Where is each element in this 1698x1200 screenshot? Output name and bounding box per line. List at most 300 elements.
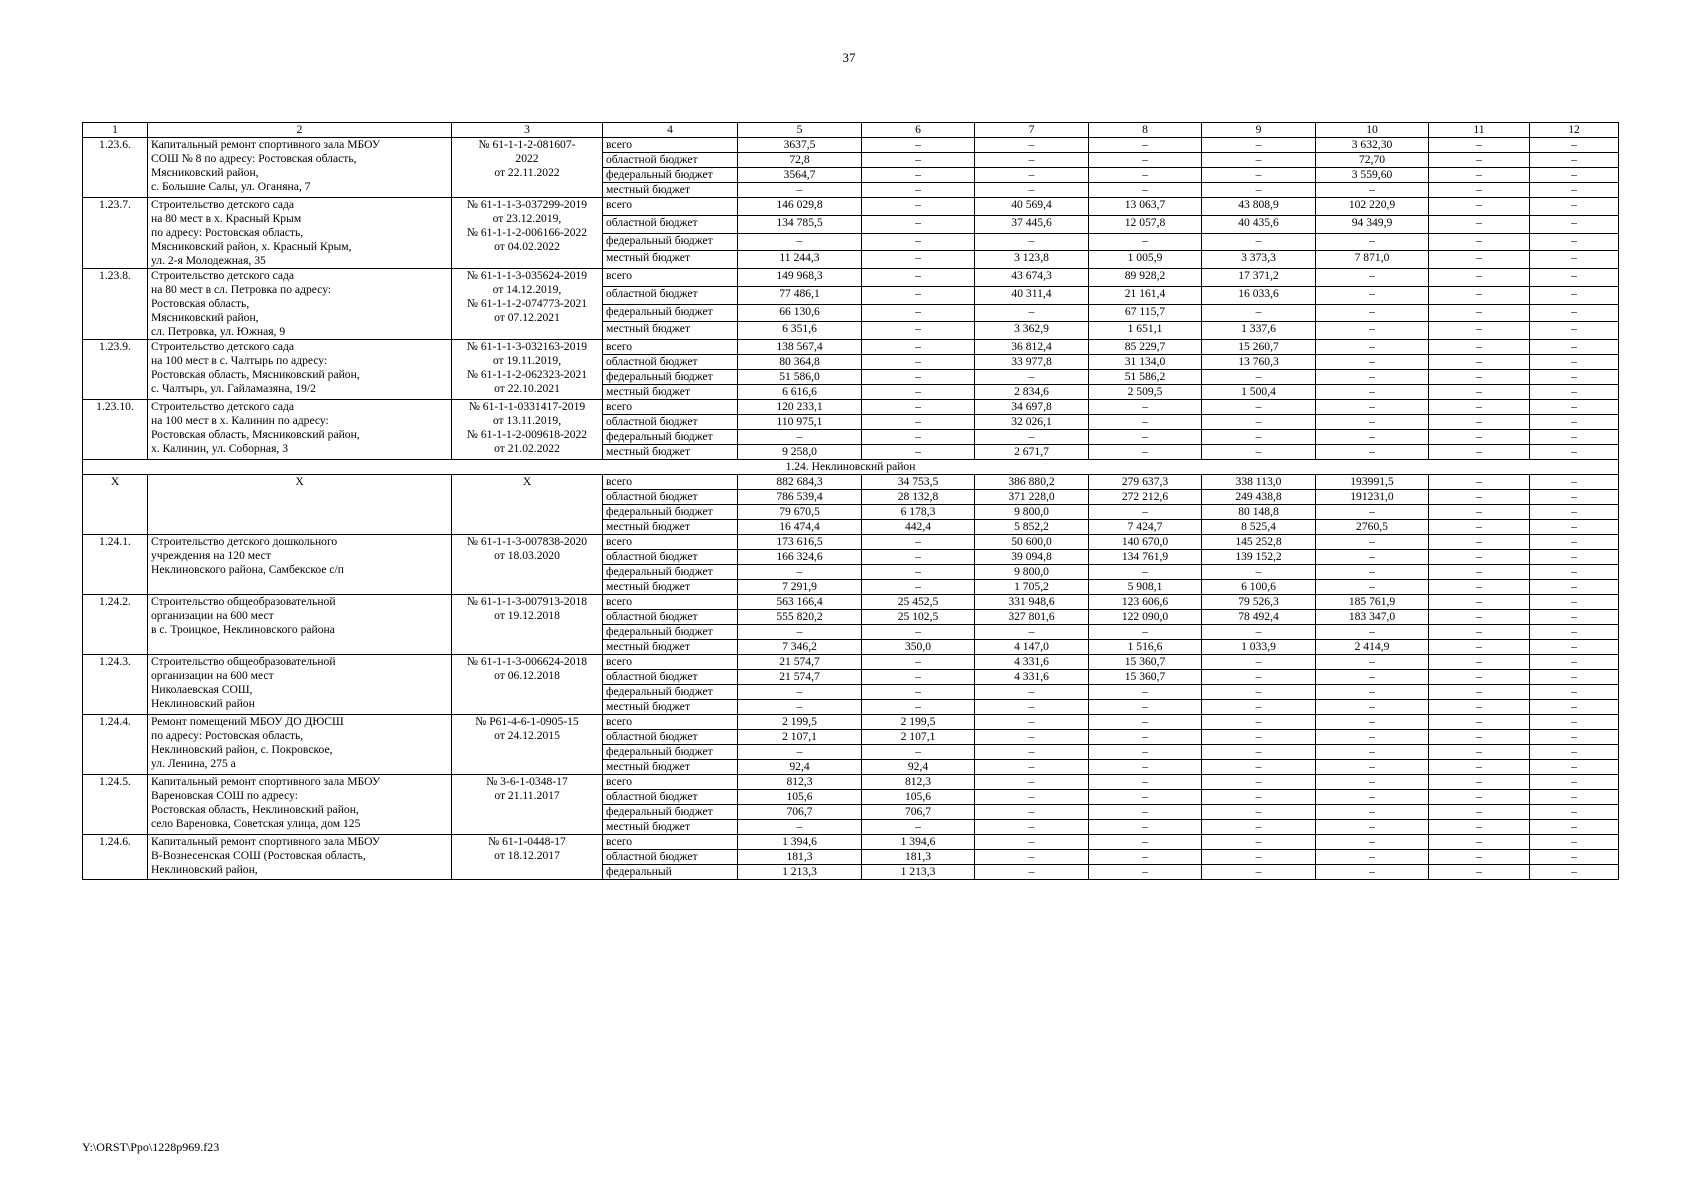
object-name-line: Неклиновский район, с. Покровское,: [151, 743, 333, 756]
amount-cell: –: [975, 183, 1089, 198]
amount-cell: –: [862, 322, 975, 340]
table-row: [83, 475, 1619, 490]
object-name-line: организации на 600 мест: [151, 669, 274, 682]
amount-cell: –: [1316, 550, 1429, 565]
amount-cell: –: [738, 685, 862, 700]
amount-cell: –: [1202, 168, 1316, 183]
amount-cell: –: [975, 715, 1089, 730]
document-number: [452, 775, 603, 835]
amount-cell: –: [975, 865, 1089, 880]
amount-cell: 193991,5: [1316, 475, 1429, 490]
budget-source: местный бюджет: [603, 760, 738, 775]
amount-cell: –: [1202, 805, 1316, 820]
amount-cell: –: [1089, 865, 1202, 880]
object-name-line: х. Калинин, ул. Соборная, 3: [151, 442, 288, 455]
amount-cell: –: [862, 183, 975, 198]
object-name-line: Капитальный ремонт спортивного зала МБОУ: [151, 138, 381, 151]
amount-cell: –: [1316, 355, 1429, 370]
amount-cell: 1 705,2: [975, 580, 1089, 595]
object-name-line: Мясниковский район,: [151, 311, 259, 324]
amount-cell: –: [1530, 790, 1619, 805]
document-line: X: [522, 475, 532, 488]
amount-cell: –: [1202, 865, 1316, 880]
amount-cell: –: [1202, 415, 1316, 430]
object-name-line: Строительство детского сада: [151, 400, 295, 413]
amount-cell: –: [975, 233, 1089, 251]
amount-cell: –: [862, 355, 975, 370]
amount-cell: –: [1429, 415, 1530, 430]
document-number: [452, 535, 603, 595]
amount-cell: 80 364,8: [738, 355, 862, 370]
budget-source: федеральный бюджет: [603, 745, 738, 760]
object-name-line: Ростовская область, Мясниковский район,: [151, 368, 360, 381]
object-name-line: X: [295, 475, 304, 488]
amount-cell: –: [1316, 835, 1429, 850]
amount-cell: –: [1316, 685, 1429, 700]
table-row: [83, 198, 1619, 216]
amount-cell: –: [1089, 430, 1202, 445]
object-name-line: СОШ № 8 по адресу: Ростовская область,: [151, 152, 357, 165]
amount-cell: 1 005,9: [1089, 251, 1202, 269]
amount-cell: 181,3: [738, 850, 862, 865]
amount-cell: 7 291,9: [738, 580, 862, 595]
amount-cell: –: [1429, 580, 1530, 595]
amount-cell: 173 616,5: [738, 535, 862, 550]
amount-cell: –: [1202, 715, 1316, 730]
budget-source: всего: [603, 715, 738, 730]
amount-cell: 79 670,5: [738, 505, 862, 520]
amount-cell: –: [1530, 535, 1619, 550]
amount-cell: 5 908,1: [1089, 580, 1202, 595]
amount-cell: –: [1429, 475, 1530, 490]
amount-cell: –: [1530, 385, 1619, 400]
column-number-cell: 6: [862, 123, 975, 138]
amount-cell: –: [1530, 580, 1619, 595]
amount-cell: –: [1089, 715, 1202, 730]
amount-cell: 39 094,8: [975, 550, 1089, 565]
amount-cell: 85 229,7: [1089, 340, 1202, 355]
document-number: [452, 475, 603, 535]
amount-cell: –: [1530, 322, 1619, 340]
amount-cell: 15 260,7: [1202, 340, 1316, 355]
budget-source: областной бюджет: [603, 415, 738, 430]
object-name-line: село Вареновка, Советская улица, дом 125: [151, 817, 361, 830]
amount-cell: –: [1429, 153, 1530, 168]
object-name: [148, 475, 452, 535]
object-name-line: на 100 мест в с. Чалтырь по адресу:: [151, 354, 328, 367]
amount-cell: –: [1316, 775, 1429, 790]
amount-cell: 1 213,3: [738, 865, 862, 880]
item-code: 1.23.7.: [83, 198, 148, 269]
amount-cell: –: [1429, 138, 1530, 153]
section-row: [83, 460, 1619, 475]
amount-cell: –: [1202, 183, 1316, 198]
amount-cell: –: [1202, 745, 1316, 760]
amount-cell: 28 132,8: [862, 490, 975, 505]
object-name-line: ул. Ленина, 275 а: [151, 757, 236, 770]
document-line: № 61-1-1-3-035624-2019: [466, 269, 588, 282]
amount-cell: –: [1202, 445, 1316, 460]
budget-source: всего: [603, 138, 738, 153]
object-name: [148, 138, 452, 198]
amount-cell: 78 492,4: [1202, 610, 1316, 625]
budget-source: всего: [603, 400, 738, 415]
budget-source: всего: [603, 655, 738, 670]
column-number-cell: 3: [452, 123, 603, 138]
amount-cell: 105,6: [862, 790, 975, 805]
amount-cell: –: [862, 445, 975, 460]
amount-cell: –: [862, 670, 975, 685]
item-code: X: [83, 475, 148, 535]
budget-source: областной бюджет: [603, 670, 738, 685]
item-code: 1.24.4.: [83, 715, 148, 775]
amount-cell: 31 134,0: [1089, 355, 1202, 370]
amount-cell: –: [1530, 805, 1619, 820]
amount-cell: –: [1530, 670, 1619, 685]
budget-source: всего: [603, 535, 738, 550]
amount-cell: –: [738, 745, 862, 760]
amount-cell: 72,8: [738, 153, 862, 168]
amount-cell: –: [1089, 820, 1202, 835]
amount-cell: –: [1530, 445, 1619, 460]
amount-cell: –: [862, 550, 975, 565]
amount-cell: 6 178,3: [862, 505, 975, 520]
document-number: [452, 715, 603, 775]
amount-cell: 40 311,4: [975, 286, 1089, 304]
amount-cell: –: [1530, 745, 1619, 760]
column-number-cell: 2: [148, 123, 452, 138]
amount-cell: –: [862, 138, 975, 153]
document-line: от 23.12.2019,: [492, 212, 562, 225]
amount-cell: 16 474,4: [738, 520, 862, 535]
amount-cell: –: [1530, 183, 1619, 198]
amount-cell: –: [975, 760, 1089, 775]
amount-cell: –: [1202, 625, 1316, 640]
budget-source: местный бюджет: [603, 322, 738, 340]
amount-cell: 25 452,5: [862, 595, 975, 610]
amount-cell: –: [862, 286, 975, 304]
object-name-line: учреждения на 120 мест: [151, 549, 271, 562]
amount-cell: –: [1530, 850, 1619, 865]
amount-cell: 21 574,7: [738, 670, 862, 685]
item-code: 1.23.9.: [83, 340, 148, 400]
amount-cell: 1 337,6: [1202, 322, 1316, 340]
amount-cell: –: [1429, 269, 1530, 287]
amount-cell: 94 349,9: [1316, 215, 1429, 233]
amount-cell: –: [1429, 286, 1530, 304]
amount-cell: –: [1530, 233, 1619, 251]
amount-cell: –: [1530, 475, 1619, 490]
amount-cell: –: [1429, 445, 1530, 460]
amount-cell: –: [1530, 625, 1619, 640]
object-name: [148, 595, 452, 655]
amount-cell: 140 670,0: [1089, 535, 1202, 550]
amount-cell: 706,7: [862, 805, 975, 820]
amount-cell: –: [1089, 745, 1202, 760]
table-row: [83, 535, 1619, 550]
amount-cell: –: [975, 700, 1089, 715]
amount-cell: –: [975, 790, 1089, 805]
document-line: № 61-1-1-3-032163-2019: [466, 340, 588, 353]
amount-cell: 331 948,6: [975, 595, 1089, 610]
column-number-cell: 12: [1530, 123, 1619, 138]
object-name-line: с. Большие Салы, ул. Оганяна, 7: [151, 180, 311, 193]
amount-cell: –: [862, 251, 975, 269]
amount-cell: –: [1429, 400, 1530, 415]
document-number: [452, 835, 603, 880]
object-name-line: Ремонт помещений МБОУ ДО ДЮСШ: [151, 715, 344, 728]
amount-cell: 9 800,0: [975, 505, 1089, 520]
amount-cell: 1 500,4: [1202, 385, 1316, 400]
amount-cell: –: [1429, 304, 1530, 322]
amount-cell: –: [1530, 520, 1619, 535]
budget-source: местный бюджет: [603, 580, 738, 595]
amount-cell: –: [862, 340, 975, 355]
amount-cell: –: [1316, 580, 1429, 595]
amount-cell: –: [1530, 715, 1619, 730]
amount-cell: –: [1316, 370, 1429, 385]
amount-cell: –: [1089, 400, 1202, 415]
budget-source: всего: [603, 269, 738, 287]
amount-cell: –: [1429, 198, 1530, 216]
amount-cell: –: [862, 269, 975, 287]
amount-cell: –: [1429, 251, 1530, 269]
amount-cell: –: [1530, 865, 1619, 880]
amount-cell: –: [1316, 730, 1429, 745]
amount-cell: –: [975, 370, 1089, 385]
amount-cell: –: [1316, 535, 1429, 550]
amount-cell: –: [1530, 640, 1619, 655]
budget-source: местный бюджет: [603, 183, 738, 198]
amount-cell: –: [1202, 138, 1316, 153]
amount-cell: 7 346,2: [738, 640, 862, 655]
document-line: от 14.12.2019,: [492, 283, 562, 296]
object-name-line: на 80 мест в х. Красный Крым: [151, 212, 302, 225]
table-row: [83, 835, 1619, 850]
amount-cell: 21 161,4: [1089, 286, 1202, 304]
amount-cell: 371 228,0: [975, 490, 1089, 505]
amount-cell: –: [1202, 153, 1316, 168]
item-code: 1.24.3.: [83, 655, 148, 715]
document-line: № 61-1-1-2-009618-2022: [466, 428, 588, 441]
budget-source: федеральный бюджет: [603, 565, 738, 580]
amount-cell: –: [1089, 445, 1202, 460]
table-row: [83, 138, 1619, 153]
amount-cell: –: [1530, 430, 1619, 445]
amount-cell: –: [862, 535, 975, 550]
amount-cell: –: [975, 820, 1089, 835]
column-number-cell: 1: [83, 123, 148, 138]
document-number: [452, 138, 603, 198]
object-name: [148, 535, 452, 595]
amount-cell: –: [738, 625, 862, 640]
document-line: от 19.11.2019,: [492, 354, 562, 367]
budget-source: областной бюджет: [603, 730, 738, 745]
amount-cell: 1 394,6: [738, 835, 862, 850]
budget-source: всего: [603, 340, 738, 355]
amount-cell: –: [1316, 790, 1429, 805]
amount-cell: –: [1202, 730, 1316, 745]
funding-table: [82, 122, 1619, 880]
amount-cell: 13 760,3: [1202, 355, 1316, 370]
amount-cell: 16 033,6: [1202, 286, 1316, 304]
amount-cell: –: [975, 625, 1089, 640]
amount-cell: 1 394,6: [862, 835, 975, 850]
amount-cell: –: [1316, 820, 1429, 835]
object-name-line: Вареновская СОШ по адресу:: [151, 789, 298, 802]
footer-file-path: Y:\ORST\Ppo\1228p969.f23: [82, 1140, 220, 1154]
amount-cell: –: [1316, 565, 1429, 580]
amount-cell: 555 820,2: [738, 610, 862, 625]
document-line: от 22.10.2021: [494, 382, 560, 395]
budget-source: местный бюджет: [603, 640, 738, 655]
amount-cell: –: [862, 700, 975, 715]
amount-cell: 138 567,4: [738, 340, 862, 355]
amount-cell: –: [1429, 505, 1530, 520]
amount-cell: –: [862, 153, 975, 168]
object-name: [148, 340, 452, 400]
amount-cell: –: [1530, 730, 1619, 745]
amount-cell: –: [1429, 745, 1530, 760]
document-line: от 18.12.2017: [494, 849, 560, 862]
document-line: № 61-1-1-3-007913-2018: [466, 595, 588, 608]
amount-cell: –: [1089, 700, 1202, 715]
amount-cell: –: [975, 835, 1089, 850]
amount-cell: –: [1429, 655, 1530, 670]
amount-cell: –: [738, 820, 862, 835]
document-number: [452, 655, 603, 715]
amount-cell: –: [738, 430, 862, 445]
document-line: от 06.12.2018: [494, 669, 560, 682]
amount-cell: 3637,5: [738, 138, 862, 153]
amount-cell: 249 438,8: [1202, 490, 1316, 505]
amount-cell: –: [862, 820, 975, 835]
amount-cell: –: [975, 775, 1089, 790]
column-number-cell: 4: [603, 123, 738, 138]
amount-cell: 1 516,6: [1089, 640, 1202, 655]
amount-cell: 786 539,4: [738, 490, 862, 505]
amount-cell: –: [1530, 304, 1619, 322]
amount-cell: 4 147,0: [975, 640, 1089, 655]
object-name-line: Строительство общеобразовательной: [151, 595, 336, 608]
amount-cell: 77 486,1: [738, 286, 862, 304]
budget-source: всего: [603, 835, 738, 850]
amount-cell: 2 107,1: [862, 730, 975, 745]
amount-cell: –: [1530, 400, 1619, 415]
document-line: от 24.12.2015: [494, 729, 560, 742]
amount-cell: 3 559,60: [1316, 168, 1429, 183]
document-line: от 07.12.2021: [494, 311, 560, 324]
document-line: № 61-1-1-2-006166-2022: [466, 226, 588, 239]
column-number-cell: 10: [1316, 123, 1429, 138]
amount-cell: –: [975, 430, 1089, 445]
budget-source: всего: [603, 475, 738, 490]
amount-cell: –: [1429, 233, 1530, 251]
amount-cell: –: [1429, 385, 1530, 400]
amount-cell: –: [1530, 415, 1619, 430]
amount-cell: –: [975, 745, 1089, 760]
amount-cell: 6 351,6: [738, 322, 862, 340]
amount-cell: 166 324,6: [738, 550, 862, 565]
section-title: 1.24. Неклиновский район: [83, 460, 1619, 475]
amount-cell: –: [1530, 760, 1619, 775]
table-row: [83, 655, 1619, 670]
amount-cell: 34 753,5: [862, 475, 975, 490]
amount-cell: –: [1089, 760, 1202, 775]
document-line: № 61-1-1-2-081607-: [478, 138, 576, 151]
budget-source: местный бюджет: [603, 385, 738, 400]
amount-cell: 882 684,3: [738, 475, 862, 490]
amount-cell: –: [1089, 505, 1202, 520]
amount-cell: 181,3: [862, 850, 975, 865]
amount-cell: 110 975,1: [738, 415, 862, 430]
document-line: № 61-1-1-3-007838-2020: [466, 535, 588, 548]
amount-cell: –: [1316, 655, 1429, 670]
amount-cell: –: [1316, 269, 1429, 287]
amount-cell: –: [1530, 490, 1619, 505]
amount-cell: 8 525,4: [1202, 520, 1316, 535]
budget-source: всего: [603, 775, 738, 790]
amount-cell: 12 057,8: [1089, 215, 1202, 233]
amount-cell: 40 569,4: [975, 198, 1089, 216]
amount-cell: –: [1530, 685, 1619, 700]
amount-cell: 563 166,4: [738, 595, 862, 610]
amount-cell: 2 834,6: [975, 385, 1089, 400]
amount-cell: –: [1429, 700, 1530, 715]
amount-cell: –: [1316, 233, 1429, 251]
document-number: [452, 198, 603, 269]
object-name-line: Ростовская область,: [151, 297, 250, 310]
amount-cell: 5 852,2: [975, 520, 1089, 535]
budget-source: местный бюджет: [603, 820, 738, 835]
amount-cell: –: [1202, 304, 1316, 322]
amount-cell: –: [1316, 400, 1429, 415]
amount-cell: 185 761,9: [1316, 595, 1429, 610]
column-number-cell: 11: [1429, 123, 1530, 138]
amount-cell: 1 651,1: [1089, 322, 1202, 340]
amount-cell: 123 606,6: [1089, 595, 1202, 610]
amount-cell: 21 574,7: [738, 655, 862, 670]
amount-cell: 40 435,6: [1202, 215, 1316, 233]
amount-cell: –: [1202, 430, 1316, 445]
amount-cell: –: [1530, 595, 1619, 610]
object-name-line: в с. Троицкое, Неклиновского района: [151, 623, 335, 636]
amount-cell: 120 233,1: [738, 400, 862, 415]
amount-cell: –: [1429, 215, 1530, 233]
amount-cell: 79 526,3: [1202, 595, 1316, 610]
amount-cell: –: [1089, 565, 1202, 580]
amount-cell: 33 977,8: [975, 355, 1089, 370]
amount-cell: –: [862, 168, 975, 183]
budget-source: областной бюджет: [603, 286, 738, 304]
object-name: [148, 269, 452, 340]
amount-cell: –: [1202, 685, 1316, 700]
amount-cell: –: [1202, 670, 1316, 685]
amount-cell: –: [862, 198, 975, 216]
amount-cell: –: [1429, 670, 1530, 685]
amount-cell: –: [862, 655, 975, 670]
amount-cell: –: [1530, 655, 1619, 670]
amount-cell: –: [1316, 183, 1429, 198]
amount-cell: –: [1202, 700, 1316, 715]
amount-cell: 3564,7: [738, 168, 862, 183]
object-name-line: Капитальный ремонт спортивного зала МБОУ: [151, 835, 381, 848]
amount-cell: 51 586,0: [738, 370, 862, 385]
document-line: № 3-6-1-0348-17: [486, 775, 568, 788]
amount-cell: –: [1530, 340, 1619, 355]
amount-cell: –: [975, 304, 1089, 322]
amount-cell: 6 616,6: [738, 385, 862, 400]
